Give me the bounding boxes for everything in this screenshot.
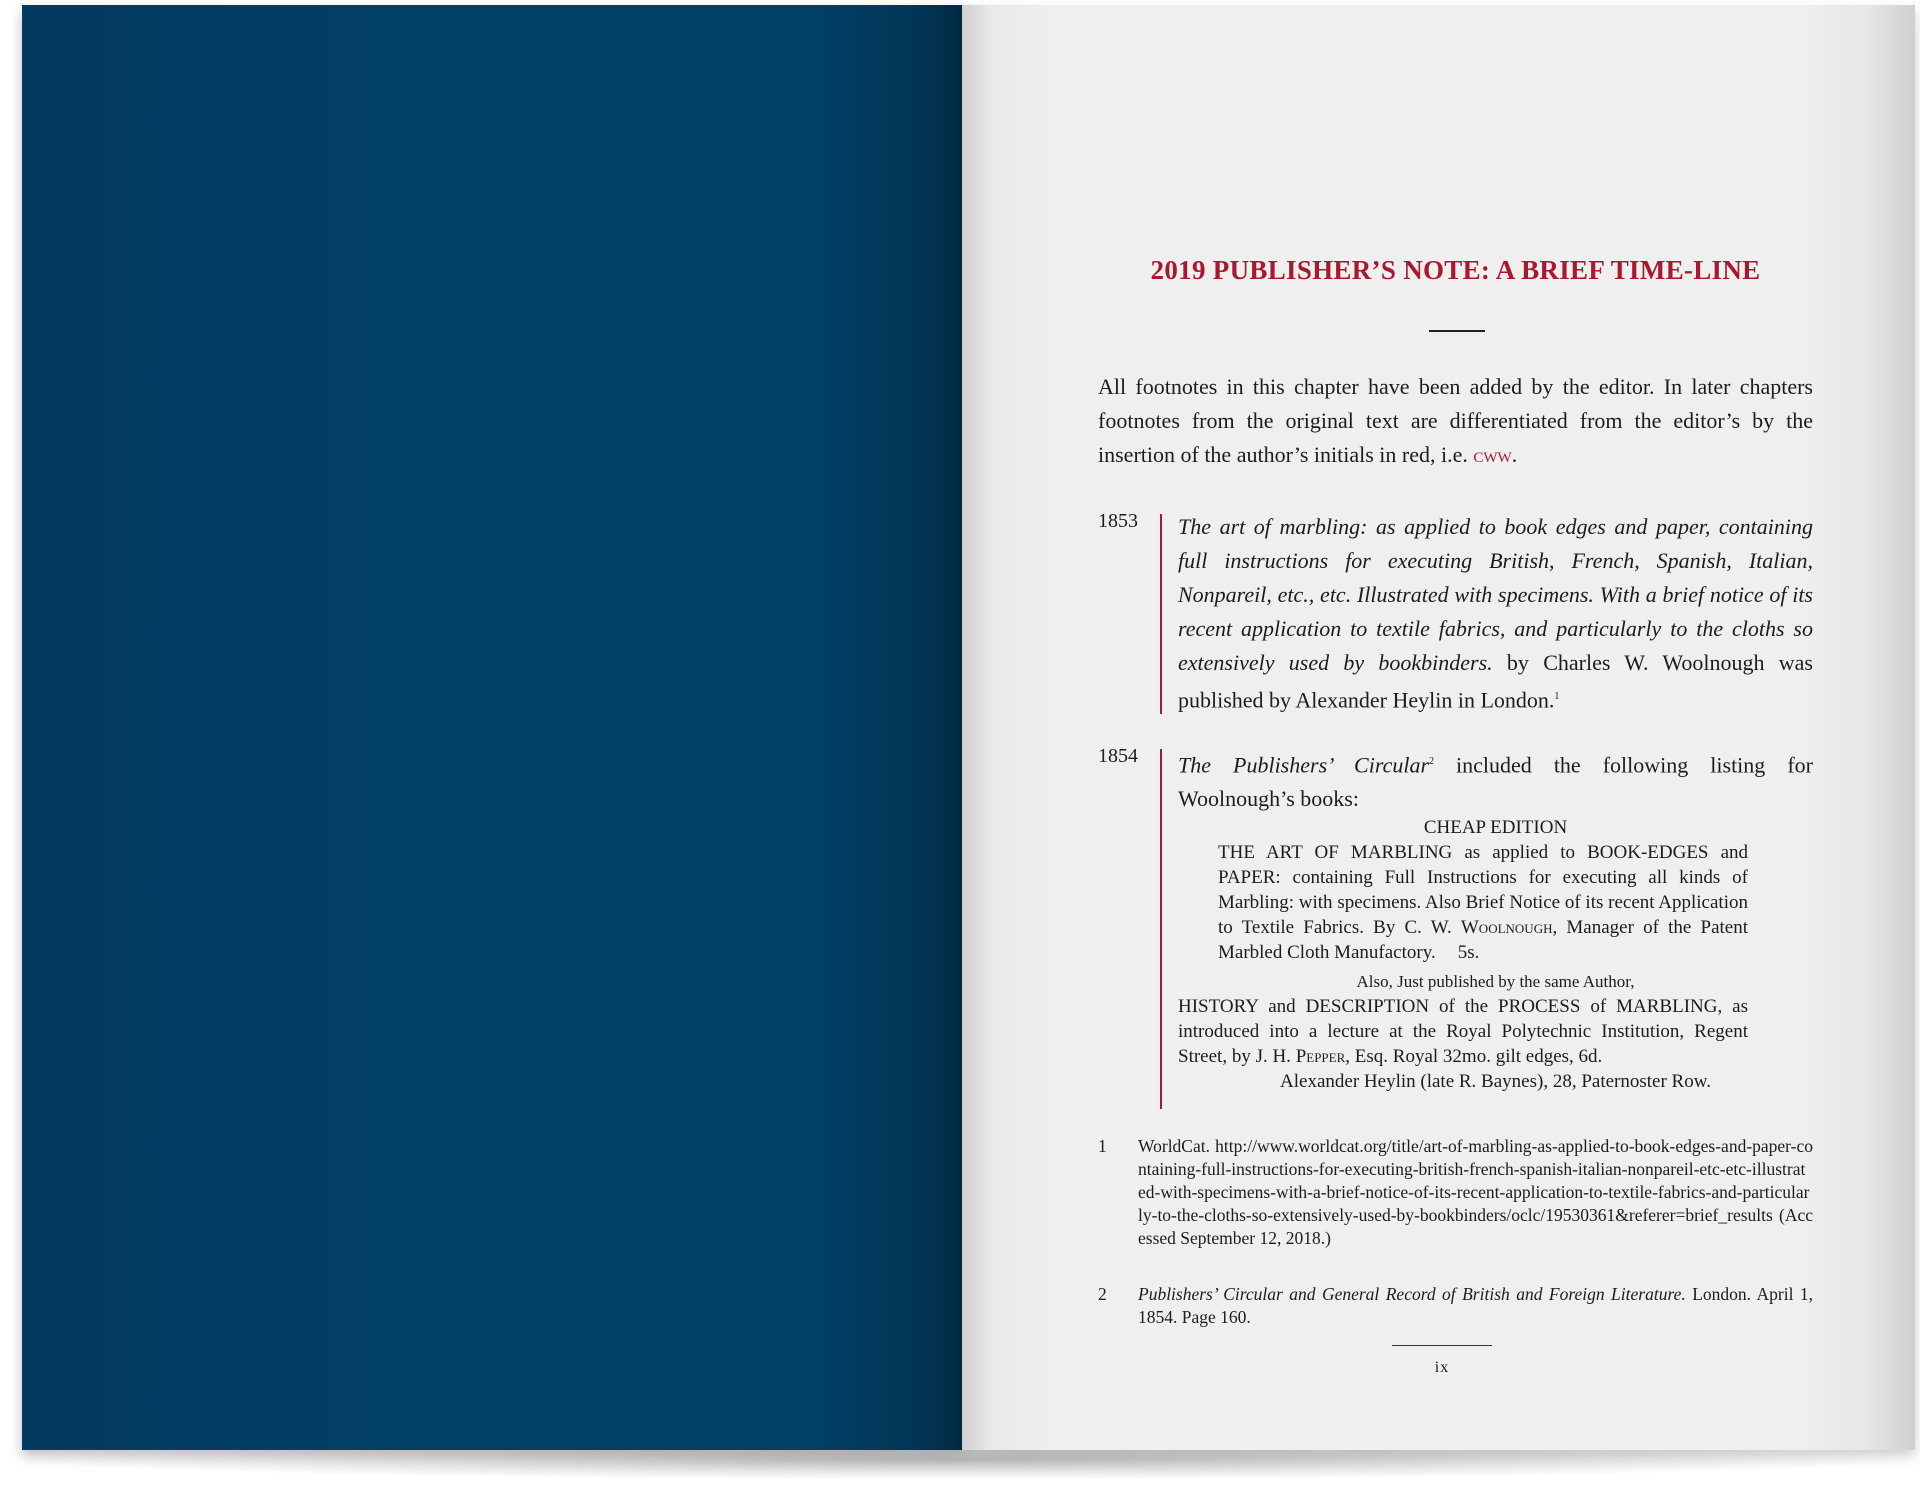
- quote-text-end: , Manager of the Patent Marbled Cloth Manufactory.: [1218, 917, 1748, 963]
- entry-year: 1854: [1098, 745, 1138, 767]
- entry-bar: [1160, 514, 1162, 714]
- quote-text: HISTORY and DESCRIPTION of the PROCESS of MARBLING, as introduced into a lecture at the Royal Polytechnic Institution, Regent Street, by J. H.: [1178, 996, 1748, 1067]
- footnote-detail: London. April 1, 1854. Page 160.: [1138, 1284, 1813, 1327]
- author-initials: cww: [1473, 442, 1512, 467]
- quote-imprint: Alexander Heylin (late R. Baynes), 28, Paternoster Row.: [1280, 1071, 1711, 1092]
- quote-also: Also, Just published by the same Author,: [1356, 972, 1635, 991]
- intro-end: .: [1511, 442, 1518, 467]
- title-rule: [1429, 330, 1485, 332]
- quote-paragraph-2: [1178, 994, 1748, 1069]
- quote-text-end: , Esq. Royal 32mo. gilt edges, 6d.: [1345, 1046, 1603, 1067]
- entry-text: included the following listing for Woolnough’s books:: [1178, 752, 1813, 812]
- left-page-blue: [22, 5, 962, 1450]
- footnote-text: WorldCat. http://www.worldcat.org/title/art-of-marbling-as-applied-to-book-edges-and-paper-containing-full-instructions-for-executing-british-french-spanish-italian-nonpareil-etc-etc-illustrated-with-specimens-with-a-brief-notice-of-its-recent-application-to-textile-fabrics-and-particularly-to-the-cloths-so-extensively-used-by-bookbinders/oclc/19530361&referer=brief_results (Accessed September 12, 2018.): [1138, 1136, 1813, 1248]
- footnote-number: 1: [1098, 1136, 1107, 1156]
- quote-price: 5s.: [1457, 942, 1480, 963]
- quote-text: THE ART OF MARBLING as applied to BOOK-EDGES and PAPER: containing Full Instructions for executing all kinds of Marbling: with specimens. Also Brief Notice of its recent Application to Textile Fabrics. By C. W.: [1218, 842, 1748, 938]
- page-number-rule: [1392, 1345, 1492, 1346]
- quote-author: Woolnough: [1460, 917, 1553, 938]
- footnote-ref-2[interactable]: 2: [1429, 756, 1435, 767]
- quote-paragraph-1: [1218, 840, 1748, 965]
- right-page: [962, 5, 1915, 1450]
- publication-title: The Publishers’ Circular: [1178, 752, 1430, 778]
- footnote-text: [1138, 1283, 1813, 1329]
- listing-quote: [1178, 815, 1813, 1094]
- entry-body: [1178, 510, 1813, 717]
- intro-paragraph: [1098, 370, 1813, 472]
- entry-bar: [1160, 749, 1162, 1109]
- quote-author: Pepper: [1295, 1046, 1346, 1067]
- intro-text: All footnotes in this chapter have been added by the editor. In later chapters footnotes from the original text are differentiated from the editor’s by the insertion of the author’s initials in red, i.e.: [1098, 374, 1813, 467]
- chapter-title: 2019 PUBLISHER’S NOTE: A BRIEF TIME-LINE: [1150, 255, 1761, 285]
- entry-year: 1853: [1098, 510, 1138, 532]
- page-number: ix: [1434, 1359, 1450, 1376]
- entry-body: [1178, 745, 1813, 816]
- quote-heading: CHEAP EDITION: [1423, 817, 1568, 838]
- footnote-publication: Publishers’ Circular and General Record of British and Foreign Literature.: [1138, 1284, 1686, 1304]
- entry-text: by Charles W. Woolnough was published by Alexander Heylin in London.: [1178, 650, 1813, 713]
- footnote-ref-1[interactable]: 1: [1554, 691, 1560, 702]
- footnote-number: 2: [1098, 1284, 1107, 1304]
- book-title: The art of marbling: as applied to book edges and paper, containing full instructions for executing British, French, Spanish, Italian, Nonpareil, etc., etc. Illustrated with specimens. With a brief notice of its recent application to textile fabrics, and particularly to the cloths so extensively used by bookbinders.: [1178, 514, 1813, 675]
